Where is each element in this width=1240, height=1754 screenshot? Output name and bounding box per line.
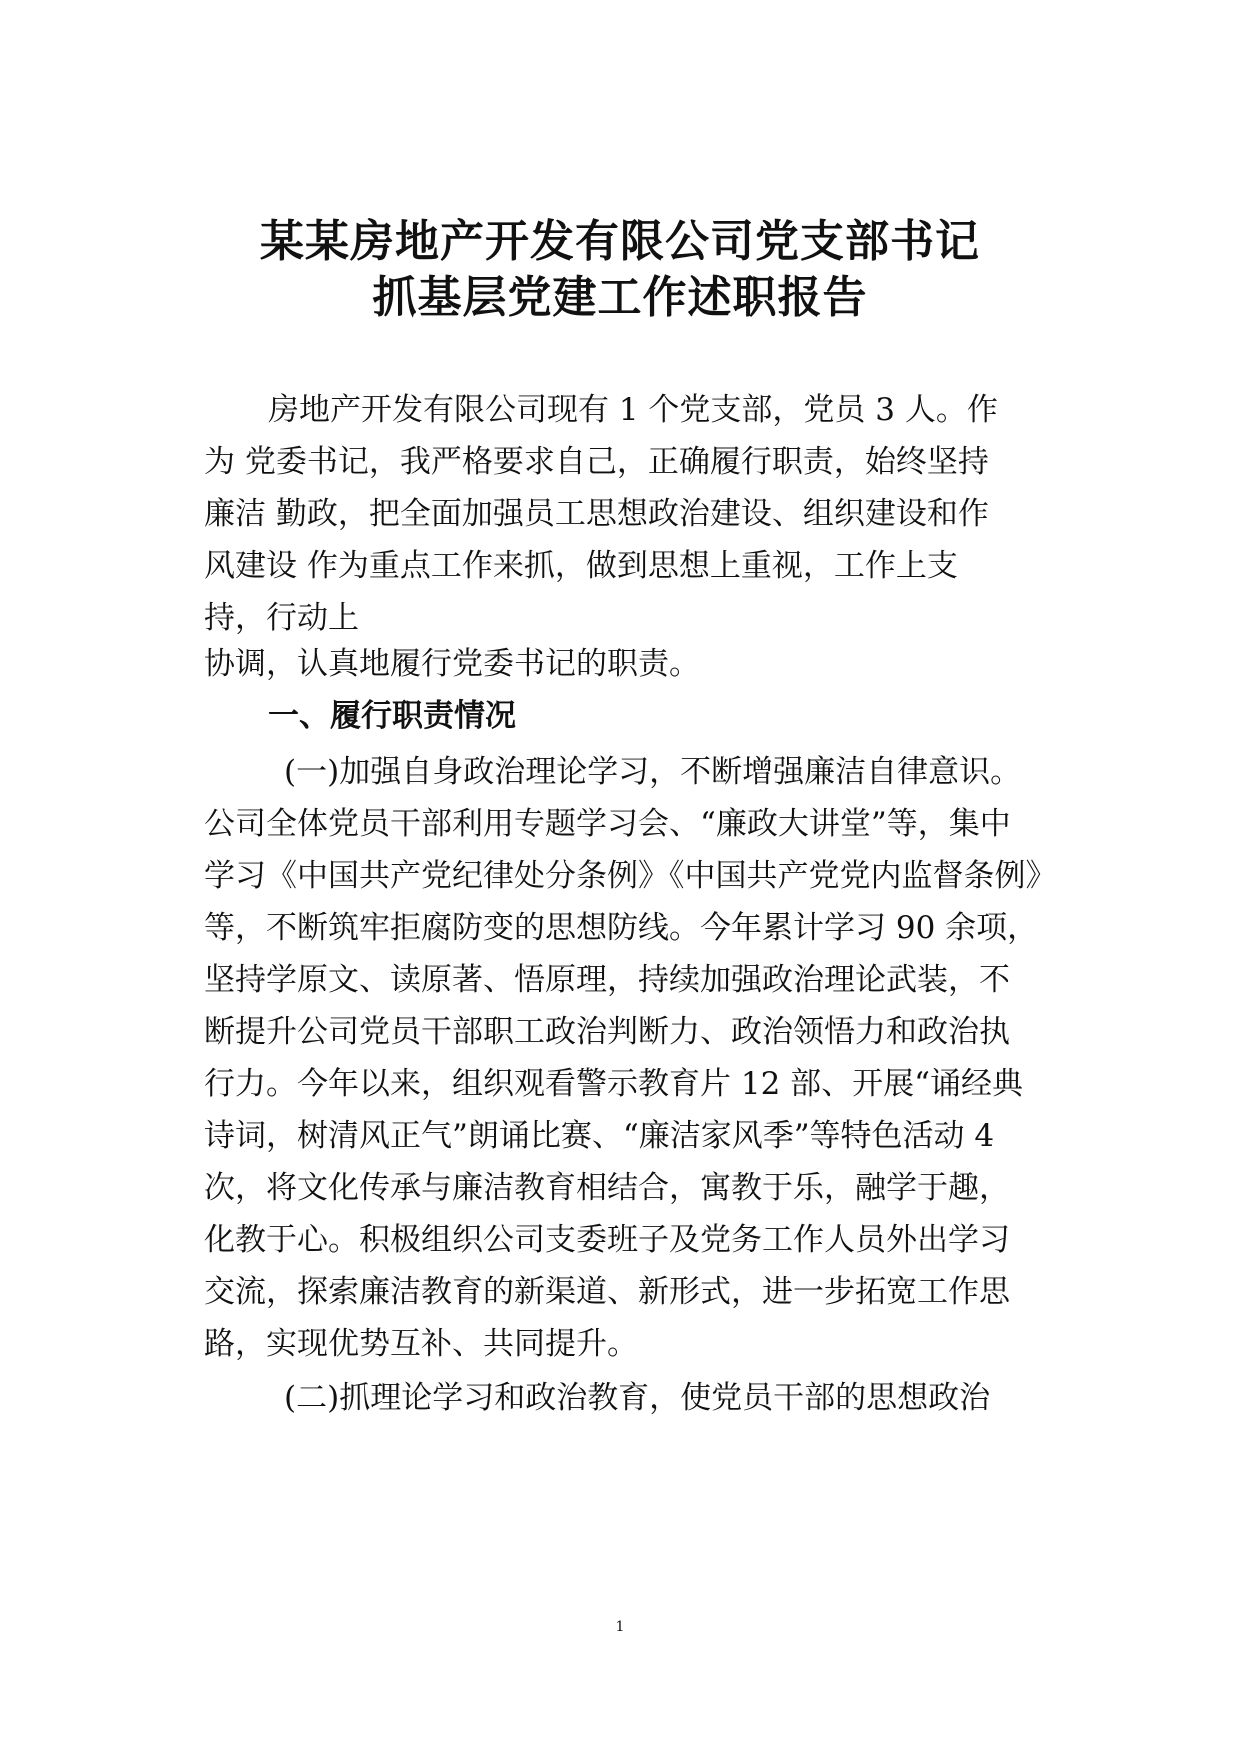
intro-line: 风建设 作为重点工作来抓，做到思想上重视，工作上支	[204, 548, 958, 584]
body-line: 交流，探索廉洁教育的新渠道、新形式，进一步拓宽工作思	[204, 1274, 1010, 1310]
body-line: 断提升公司党员干部职工政治判断力、政治领悟力和政治执	[204, 1014, 1010, 1050]
body-line: 诗词，树清风正气”朗诵比赛、“廉洁家风季”等特色活动 4	[204, 1118, 995, 1154]
body-line: 公司全体党员干部利用专题学习会、“廉政大讲堂”等，集中	[204, 806, 1011, 842]
body-line: 坚持学原文、读原著、悟原理，持续加强政治理论武装，不	[204, 962, 1010, 998]
body-line: 等，不断筑牢拒腐防变的思想防线。今年累计学习 90 余项，	[204, 910, 1039, 946]
body-line: (一)加强自身政治理论学习，不断增强廉洁自律意识。	[284, 754, 1022, 790]
intro-line: 廉洁 勤政，把全面加强员工思想政治建设、组织建设和作	[204, 496, 989, 532]
intro-line: 持，行动上	[204, 600, 359, 636]
body-line: 路，实现优势互补、共同提升。	[204, 1326, 638, 1362]
body-line: 学习《中国共产党纪律处分条例》《中国共产党党内监督条例》	[204, 858, 1057, 894]
body-line: 次，将文化传承与廉洁教育相结合，寓教于乐，融学于趣，	[204, 1170, 1010, 1206]
document-title-line-1: 某某房地产开发有限公司党支部书记	[260, 216, 980, 267]
intro-line: 为 党委书记，我严格要求自己，正确履行职责，始终坚持	[204, 444, 989, 480]
body-line: 行力。今年以来，组织观看警示教育片 12 部、开展“诵经典	[204, 1066, 1023, 1102]
body-line: 化教于心。积极组织公司支委班子及党务工作人员外出学习	[204, 1222, 1010, 1258]
document-title-line-2: 抓基层党建工作述职报告	[372, 272, 868, 323]
intro-line: 协调，认真地履行党委书记的职责。	[204, 646, 700, 682]
intro-line: 房地产开发有限公司现有 1 个党支部，党员 3 人。作	[268, 392, 998, 428]
page-number: 1	[615, 1619, 625, 1635]
section-heading: 一、履行职责情况	[268, 698, 516, 734]
body-line: (二)抓理论学习和政治教育，使党员干部的思想政治	[284, 1380, 991, 1416]
